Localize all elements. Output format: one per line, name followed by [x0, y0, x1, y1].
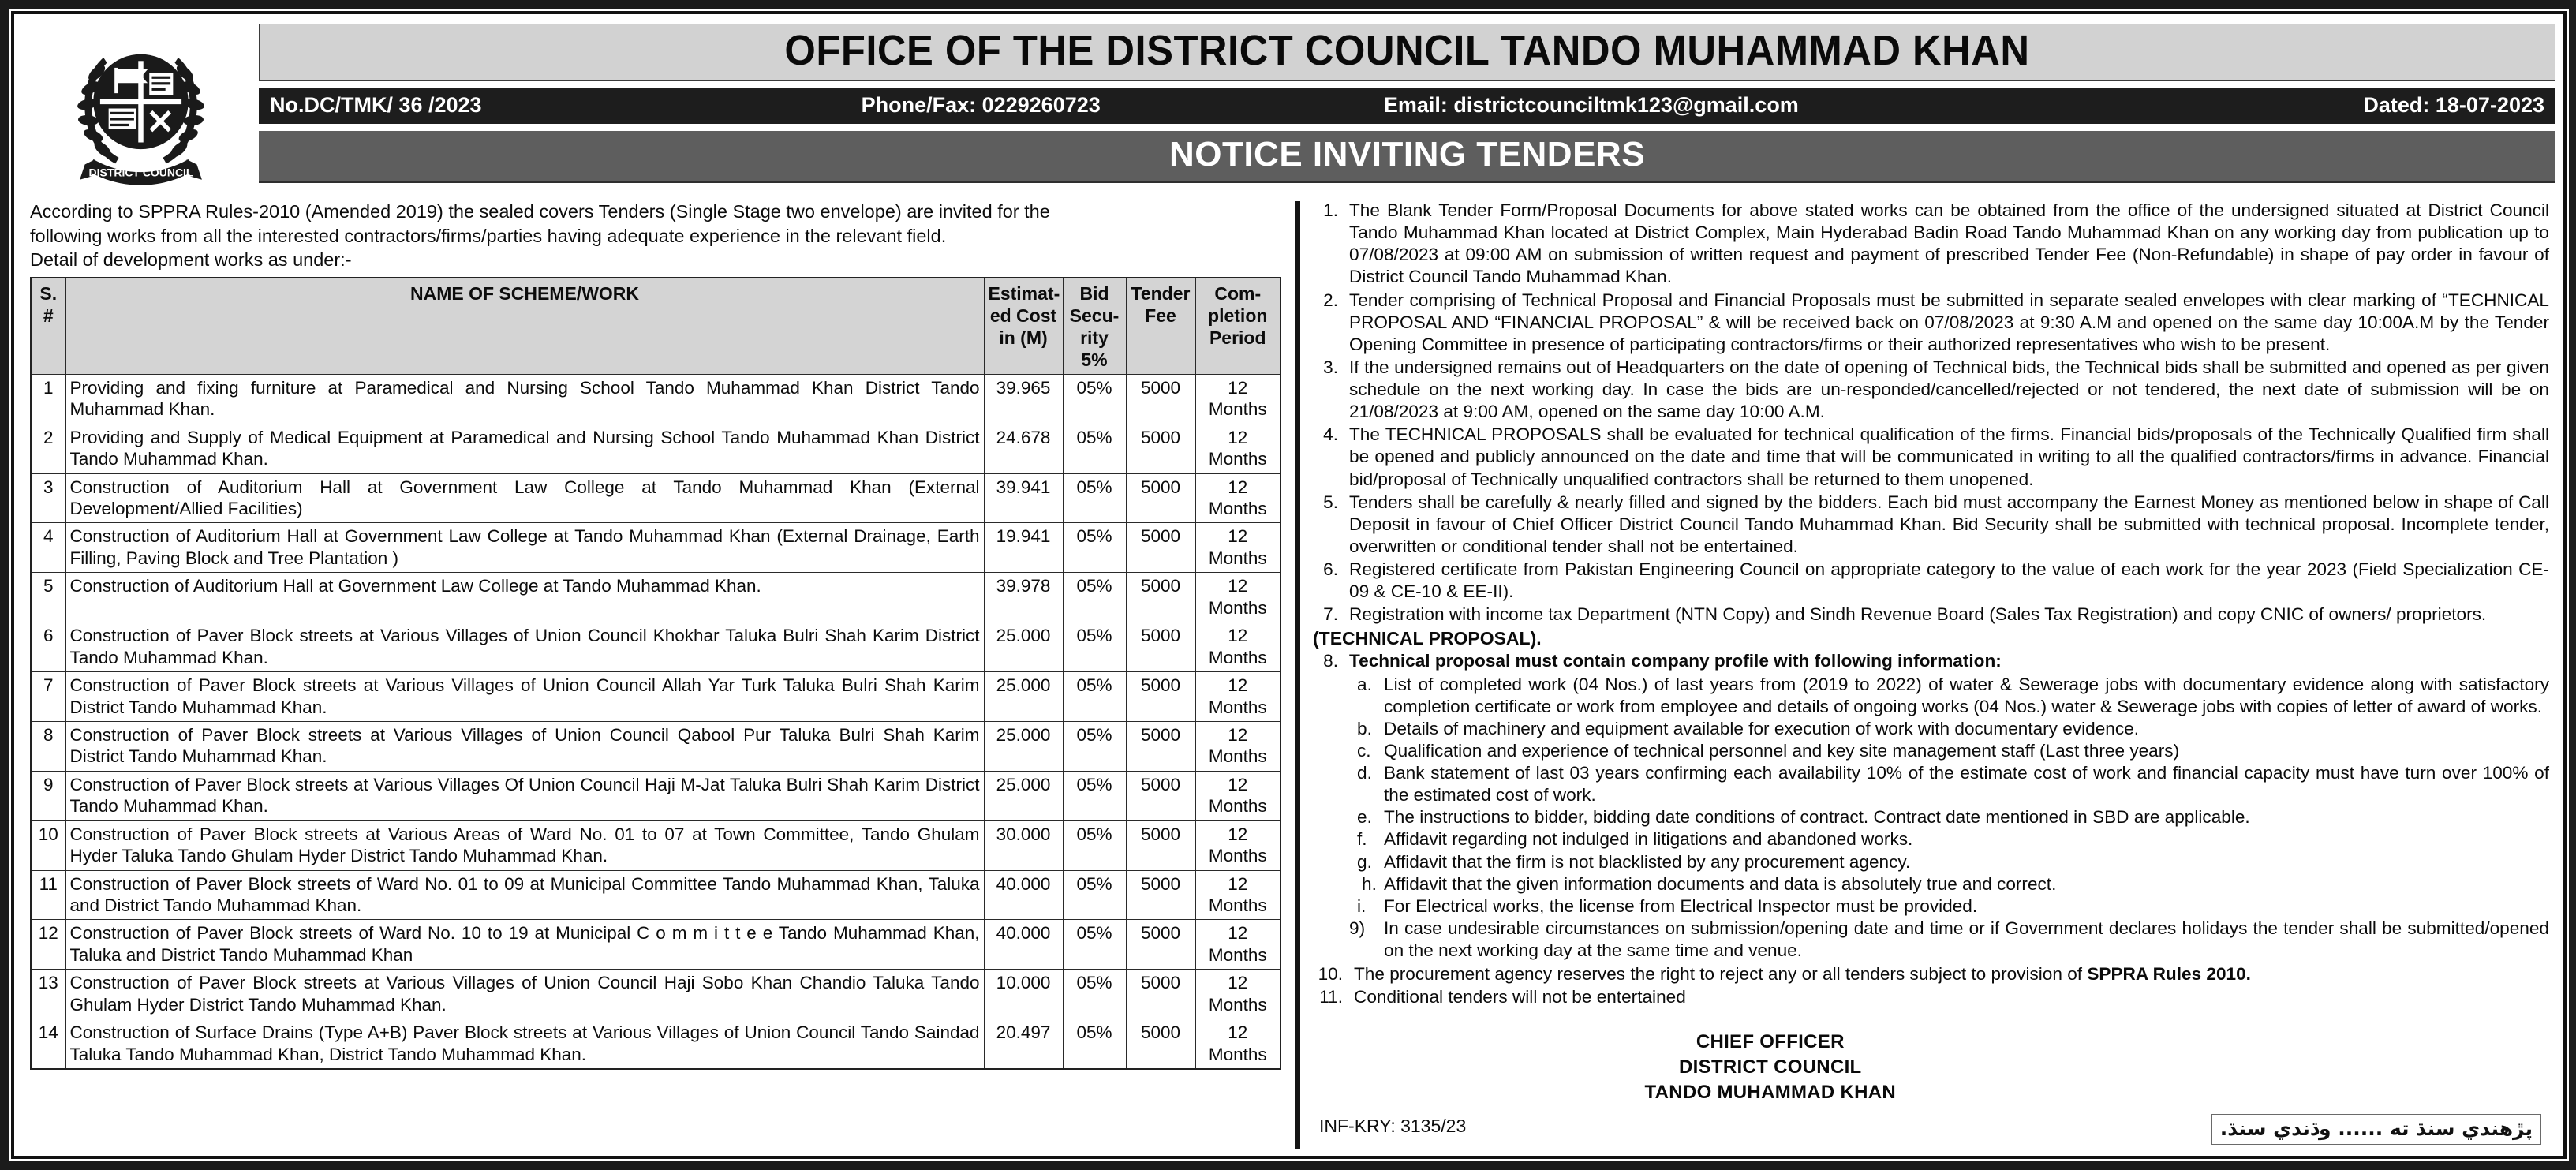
col-header-bid-security: [1063, 278, 1126, 375]
scheme-sno: 9: [31, 771, 65, 820]
scheme-estimated-cost: 30.000: [984, 820, 1063, 870]
scheme-tender-fee: 5000: [1126, 970, 1195, 1019]
table-row: [31, 1019, 1281, 1069]
inf-reference-number: INF-KRY: 3135/23: [1319, 1116, 1467, 1136]
sub-list-item-text: Details of machinery and equipment available for execution of work with documentary evidence.: [1384, 718, 2139, 738]
sub-list-item-letter: d.: [1357, 763, 1372, 783]
table-row: [31, 622, 1281, 672]
scheme-completion-period: 12 Months: [1195, 820, 1281, 870]
schemes-table: [30, 277, 1281, 1070]
sub-list-item: [1349, 895, 2549, 918]
intro-line-1: According to SPPRA Rules-2010 (Amended 2019) the sealed covers Tenders (Single Stage two envelope) are invited for the: [30, 201, 1050, 222]
col-cost-line3: in (M): [999, 327, 1048, 348]
office-title: OFFICE OF THE DISTRICT COUNCIL TANDO MUHAMMAD KHAN: [784, 27, 2030, 74]
col-bid-line3: rity: [1080, 327, 1109, 348]
item-10-number: 10.: [1318, 964, 1343, 985]
item-8-number: 8.: [1323, 651, 1338, 671]
scheme-bid-security: 05%: [1063, 473, 1126, 523]
sub-list-item-letter: i.: [1357, 895, 1367, 916]
sindhi-slogan: پڙهندي سنڌ ته ...... وڌندي سنڌ.: [2219, 1117, 2533, 1140]
scheme-estimated-cost: 19.941: [984, 523, 1063, 573]
sub-list-item-text: Qualification and experience of technical personnel and key site management staff (Last three years): [1384, 740, 2180, 761]
sindhi-slogan-box: [2211, 1114, 2541, 1145]
item-10-text-pre: The procurement agency reserves the right to reject any or all tenders subject to provision of: [1354, 964, 2088, 985]
district-council-crest-icon: [56, 24, 226, 193]
scheme-tender-fee: 5000: [1126, 622, 1195, 672]
notice-date: Dated: 18-07-2023: [2363, 93, 2544, 118]
list-item-number: 1.: [1323, 200, 1338, 220]
document-body: [22, 193, 2555, 1151]
scheme-completion-period: 12 Months: [1195, 424, 1281, 473]
scheme-name: Construction of Paver Block streets of Ward No. 10 to 19 at Municipal C o m m i t t e e Tando Muhammad Khan, Taluka and District Tando Muhammad Khan: [65, 920, 984, 970]
scheme-sno: 4: [31, 523, 65, 573]
list-item: [1313, 604, 2549, 626]
col-cost-line2: ed Cost: [989, 305, 1057, 326]
item-9-number: 9): [1349, 918, 1366, 938]
table-row: [31, 672, 1281, 722]
item-8-block: [1313, 650, 2549, 1009]
table-row: [31, 920, 1281, 970]
scheme-name: Construction of Paver Block streets at Various Villages of Union Council Haji Sobo Khan Chandio Taluka Tando Ghulam Hyder District Tando Muhammad Khan.: [65, 970, 984, 1019]
scheme-tender-fee: 5000: [1126, 771, 1195, 820]
col-sno-line2: #: [43, 305, 54, 326]
sub-list-item: [1349, 718, 2549, 740]
header-right: [259, 21, 2555, 193]
logo-cell: [22, 21, 259, 193]
scheme-sno: 11: [31, 870, 65, 920]
signatory-designation: CHIEF OFFICER: [1696, 1031, 1845, 1053]
sub-list-item-text: The instructions to bidder, bidding date conditions of contract. Contract date mentioned in SBD are applicable.: [1384, 807, 2250, 828]
list-item: [1313, 357, 2549, 423]
scheme-tender-fee: 5000: [1126, 721, 1195, 771]
scheme-completion-period: 12 Months: [1195, 523, 1281, 573]
scheme-tender-fee: 5000: [1126, 424, 1195, 473]
table-row: [31, 970, 1281, 1019]
scheme-tender-fee: 5000: [1126, 672, 1195, 722]
col-header-name: NAME OF SCHEME/WORK: [65, 278, 984, 375]
scheme-name: Construction of Paver Block streets at Various Villages of Union Council Qabool Pur Taluka Bulri Shah Karim District Tando Muhammad Khan.: [65, 721, 984, 771]
notice-title-bar: [259, 131, 2555, 183]
table-row: [31, 721, 1281, 771]
scheme-name: Construction of Paver Block streets of Ward No. 01 to 09 at Municipal Committee Tando Muhammad Khan, Taluka and District Tando Muhammad Khan.: [65, 870, 984, 920]
item-9: [1349, 918, 2549, 962]
list-item-text: Tenders shall be carefully & nearly filled and signed by the bidders. Each bid must accompany the Earnest Money as mentioned below in shape of Call Deposit in favour of Chief Officer District Council Tando Muhammad Khan. Bid Security shall be submitted with technical proposal. Incomplete tender, overwritten or conditional tender shall not be entertained.: [1349, 492, 2549, 556]
signatory-location: TANDO MUHAMMAD KHAN: [1644, 1081, 1897, 1103]
scheme-completion-period: 12 Months: [1195, 771, 1281, 820]
table-header-row: [31, 278, 1281, 375]
list-item: [1313, 559, 2549, 603]
scheme-completion-period: 12 Months: [1195, 1019, 1281, 1069]
scheme-estimated-cost: 39.941: [984, 473, 1063, 523]
signatory-organization: DISTRICT COUNCIL: [1679, 1056, 1862, 1078]
scheme-estimated-cost: 24.678: [984, 424, 1063, 473]
item-8-sublist: [1349, 674, 2549, 918]
scheme-sno: 12: [31, 920, 65, 970]
scheme-name: Providing and Supply of Medical Equipment at Paramedical and Nursing School Tando Muhammad Khan District Tando Muhammad Khan.: [65, 424, 984, 473]
conditions-list: [1313, 200, 2549, 626]
sub-list-item-letter: h.: [1362, 873, 1377, 894]
scheme-tender-fee: 5000: [1126, 523, 1195, 573]
scheme-completion-period: 12 Months: [1195, 573, 1281, 622]
reference-number: No.DC/TMK/ 36 /2023: [270, 93, 482, 118]
scheme-completion-period: 12 Months: [1195, 622, 1281, 672]
scheme-tender-fee: 5000: [1126, 473, 1195, 523]
list-item: [1313, 200, 2549, 289]
scheme-bid-security: 05%: [1063, 374, 1126, 424]
item-10-text: [1354, 963, 2549, 985]
item-11: [1313, 986, 2549, 1008]
list-item-text: If the undersigned remains out of Headquarters on the date of opening of Technical bids, the Technical bids shall be submitted and opened as per given schedule on the next working day. In case the bids are un-responded/cancelled/rejected or not tendered, the next date of submission will be on 21/08/2023 at 9:00 AM, opened on the same day 10:00 A.M.: [1349, 357, 2549, 422]
scheme-bid-security: 05%: [1063, 721, 1126, 771]
scheme-tender-fee: 5000: [1126, 820, 1195, 870]
phone-fax: Phone/Fax: 0229260723: [861, 93, 1101, 118]
column-divider: [1295, 201, 1300, 1149]
col-header-tender-fee: [1126, 278, 1195, 375]
sub-list-item-letter: b.: [1357, 718, 1372, 738]
list-item: [1313, 290, 2549, 356]
scheme-bid-security: 05%: [1063, 820, 1126, 870]
intro-line-2: following works from all the interested contractors/firms/parties having adequate experience in the relevant field.: [30, 225, 947, 246]
scheme-sno: 7: [31, 672, 65, 722]
scheme-name: Construction of Auditorium Hall at Government Law College at Tando Muhammad Khan.: [65, 573, 984, 622]
scheme-bid-security: 05%: [1063, 870, 1126, 920]
scheme-estimated-cost: 25.000: [984, 622, 1063, 672]
sub-list-item: [1349, 762, 2549, 806]
scheme-estimated-cost: 25.000: [984, 672, 1063, 722]
intro-paragraph: [30, 200, 1281, 272]
sub-list-item-letter: g.: [1357, 851, 1372, 872]
sub-list-item: [1349, 806, 2549, 828]
col-fee-line2: Fee: [1145, 305, 1176, 326]
technical-proposal-heading: (TECHNICAL PROPOSAL).: [1313, 628, 1542, 649]
list-item: [1313, 492, 2549, 558]
sub-list-item-text: For Electrical works, the license from Electrical Inspector must be provided.: [1384, 895, 1978, 916]
scheme-bid-security: 05%: [1063, 622, 1126, 672]
scheme-tender-fee: 5000: [1126, 920, 1195, 970]
scheme-tender-fee: 5000: [1126, 374, 1195, 424]
scheme-bid-security: 05%: [1063, 672, 1126, 722]
scheme-sno: 6: [31, 622, 65, 672]
table-row: [31, 820, 1281, 870]
sub-list-item-letter: e.: [1357, 807, 1372, 828]
notice-title: NOTICE INVITING TENDERS: [1168, 135, 1646, 174]
table-row: [31, 771, 1281, 820]
table-body: [31, 374, 1281, 1069]
sub-list-item: [1349, 740, 2549, 762]
sub-list-item-text: Affidavit that the firm is not blacklisted by any procurement agency.: [1384, 851, 1911, 872]
scheme-sno: 2: [31, 424, 65, 473]
scheme-name: Providing and fixing furniture at Paramedical and Nursing School Tando Muhammad Khan District Tando Muhammad Khan.: [65, 374, 984, 424]
list-item: [1313, 424, 2549, 490]
sub-list-item-text: Bank statement of last 03 years confirming each availability 10% of the estimate cost of work and financial capacity must have turn over 100% of the estimated cost of work.: [1384, 763, 2549, 806]
sub-list-item: [1349, 674, 2549, 718]
list-item-number: 6.: [1323, 559, 1338, 579]
scheme-tender-fee: 5000: [1126, 573, 1195, 622]
sub-list-item-letter: c.: [1357, 740, 1371, 761]
scheme-estimated-cost: 25.000: [984, 721, 1063, 771]
col-bid-line2: Secu-: [1069, 305, 1120, 326]
scheme-completion-period: 12 Months: [1195, 970, 1281, 1019]
item-10: [1313, 963, 2549, 985]
table-row: [31, 473, 1281, 523]
scheme-sno: 5: [31, 573, 65, 622]
table-header: [31, 278, 1281, 375]
col-cost-line1: Estimat-: [988, 282, 1060, 304]
sub-list-item-letter: f.: [1357, 829, 1367, 850]
col-header-estimated-cost: [984, 278, 1063, 375]
scheme-estimated-cost: 39.978: [984, 573, 1063, 622]
sub-list-item-text: Affidavit that the given information documents and data is absolutely true and correct.: [1384, 873, 2057, 894]
left-column: [22, 200, 1291, 1151]
signature-block: [1387, 1030, 2154, 1105]
scheme-bid-security: 05%: [1063, 424, 1126, 473]
list-item-number: 7.: [1323, 604, 1338, 625]
signature-area: [1313, 1030, 2549, 1151]
list-item-text: Tender comprising of Technical Proposal and Financial Proposals must be submitted in separate sealed envelopes with clear marking of “TECHNICAL PROPOSAL AND “FINANCIAL PROPOSAL” & will be received back on 07/08/2023 at 9:30 A.M and opened on the same day 10:00A.M by the Tender Opening Committee in presence of participating contractors/firms or their authorized representatives who wish to be present.: [1349, 290, 2549, 354]
sub-list-item-letter: a.: [1357, 674, 1372, 694]
scheme-estimated-cost: 39.965: [984, 374, 1063, 424]
email-address: Email: districtcounciltmk123@gmail.com: [1383, 93, 1799, 118]
list-item-text: The TECHNICAL PROPOSALS shall be evaluated for technical qualification of the firms. Financial bids/proposals of the Technically Qualified firm shall be opened and publicly announced on the date and time that will be communicated in writing to all the qualified contractors/firms in advance. Financial bid/proposal of Technically unqualified contractors shall be returned to them unopened.: [1349, 424, 2549, 489]
item-10-text-bold: SPPRA Rules 2010.: [2087, 964, 2251, 985]
scheme-completion-period: 12 Months: [1195, 374, 1281, 424]
notice-frame: [11, 11, 2567, 1159]
sub-list-item: [1349, 873, 2549, 895]
table-row: [31, 870, 1281, 920]
item-11-text: Conditional tenders will not be entertained: [1354, 987, 1686, 1007]
item-8-text: Technical proposal must contain company profile with following information:: [1349, 651, 2002, 671]
scheme-name: Construction of Surface Drains (Type A+B) Paver Block streets at Various Villages of Union Council Tando Saindad Taluka Tando Muhammad Khan, District Tando Muhammad Khan.: [65, 1019, 984, 1069]
col-comp-line1: Com-: [1214, 282, 1262, 304]
sub-list-item: [1349, 828, 2549, 850]
sub-list-item-text: List of completed work (04 Nos.) of last years from (2019 to 2022) of water & Sewerage jobs with documentary evidence along with satisfactory completion certificate or work from employee and details of ongoing works (04 Nos.) water & Sewerage jobs with copies of letter of award of works.: [1384, 674, 2549, 716]
scheme-sno: 13: [31, 970, 65, 1019]
office-title-bar: [259, 24, 2555, 81]
col-header-completion-period: [1195, 278, 1281, 375]
header-meta-bar: [259, 88, 2555, 124]
list-item-number: 3.: [1323, 357, 1338, 377]
scheme-completion-period: 12 Months: [1195, 473, 1281, 523]
scheme-name: Construction of Auditorium Hall at Government Law College at Tando Muhammad Khan (External Development/Allied Facilities): [65, 473, 984, 523]
scheme-tender-fee: 5000: [1126, 870, 1195, 920]
scheme-bid-security: 05%: [1063, 771, 1126, 820]
scheme-bid-security: 05%: [1063, 970, 1126, 1019]
table-row: [31, 424, 1281, 473]
list-item-text: Registered certificate from Pakistan Engineering Council on appropriate category to the value of each work for the year 2023 (Field Specialization CE-09 & CE-10 & EE-II).: [1349, 559, 2549, 602]
col-bid-line1: Bid: [1079, 282, 1109, 304]
col-comp-line3: Period: [1209, 327, 1266, 348]
scheme-estimated-cost: 40.000: [984, 870, 1063, 920]
list-item-number: 2.: [1323, 290, 1338, 310]
scheme-estimated-cost: 40.000: [984, 920, 1063, 970]
list-item-number: 5.: [1323, 492, 1338, 512]
right-column: [1313, 200, 2555, 1151]
item-9-text: In case undesirable circumstances on submission/opening date and time or if Government declares holidays the tender shall be submitted/opened on the next working day at the same time and venue.: [1384, 918, 2549, 960]
document-header: [22, 21, 2555, 193]
scheme-completion-period: 12 Months: [1195, 721, 1281, 771]
list-item-text: The Blank Tender Form/Proposal Documents for above stated works can be obtained from the office of the undersigned situated at District Council Tando Muhammad Khan located at District Complex, Main Hyderabad Badin Road Tando Muhammad Khan on any working day from publication up to 07/08/2023 at 09:00 AM on submission of written request and payment of prescribed Tender Fee (Non-Refundable) in shape of pay order in favour of District Council Tando Muhammad Khan.: [1349, 200, 2549, 287]
scheme-sno: 8: [31, 721, 65, 771]
list-item-number: 4.: [1323, 424, 1338, 445]
scheme-name: Construction of Auditorium Hall at Government Law College at Tando Muhammad Khan (External Drainage, Earth Filling, Paving Block and Tree Plantation ): [65, 523, 984, 573]
table-row: [31, 573, 1281, 622]
item-11-number: 11.: [1319, 987, 1343, 1007]
scheme-bid-security: 05%: [1063, 920, 1126, 970]
sub-list-item-text: Affidavit regarding not indulged in litigations and abandoned works.: [1384, 829, 1913, 850]
scheme-estimated-cost: 20.497: [984, 1019, 1063, 1069]
scheme-estimated-cost: 10.000: [984, 970, 1063, 1019]
sub-list-item: [1349, 851, 2549, 873]
crest-ribbon-text: DISTRICT COUNCIL: [88, 166, 193, 179]
scheme-bid-security: 05%: [1063, 1019, 1126, 1069]
scheme-bid-security: 05%: [1063, 573, 1126, 622]
col-sno-line1: S.: [39, 282, 58, 304]
scheme-name: Construction of Paver Block streets at Various Villages of Union Council Allah Yar Turk Taluka Bulri Shah Karim District Tando Muhammad Khan.: [65, 672, 984, 722]
table-row: [31, 374, 1281, 424]
scheme-completion-period: 12 Months: [1195, 870, 1281, 920]
scheme-sno: 10: [31, 820, 65, 870]
scheme-name: Construction of Paver Block streets at Various Areas of Ward No. 01 to 07 at Town Committee, Tando Ghulam Hyder Taluka Tando Ghulam Hyder District Tando Muhammad Khan.: [65, 820, 984, 870]
scheme-sno: 3: [31, 473, 65, 523]
scheme-tender-fee: 5000: [1126, 1019, 1195, 1069]
scheme-sno: 14: [31, 1019, 65, 1069]
scheme-completion-period: 12 Months: [1195, 920, 1281, 970]
col-fee-line1: Tender: [1131, 282, 1191, 304]
col-bid-line4: 5%: [1081, 349, 1108, 370]
table-row: [31, 523, 1281, 573]
scheme-sno: 1: [31, 374, 65, 424]
list-item-text: Registration with income tax Department (NTN Copy) and Sindh Revenue Board (Sales Tax Registration) and copy CNIC of owners/ proprietors.: [1349, 604, 2487, 625]
col-comp-line2: pletion: [1208, 305, 1268, 326]
scheme-name: Construction of Paver Block streets at Various Villages of Union Council Khokhar Taluka Bulri Shah Karim District Tando Muhammad Khan.: [65, 622, 984, 672]
scheme-name: Construction of Paver Block streets at Various Villages Of Union Council Haji M-Jat Taluka Bulri Shah Karim District Tando Muhammad Khan.: [65, 771, 984, 820]
list-item: [1313, 650, 2549, 672]
scheme-completion-period: 12 Months: [1195, 672, 1281, 722]
intro-line-3: Detail of development works as under:-: [30, 249, 352, 271]
col-header-sno: [31, 278, 65, 375]
scheme-bid-security: 05%: [1063, 523, 1126, 573]
scheme-estimated-cost: 25.000: [984, 771, 1063, 820]
